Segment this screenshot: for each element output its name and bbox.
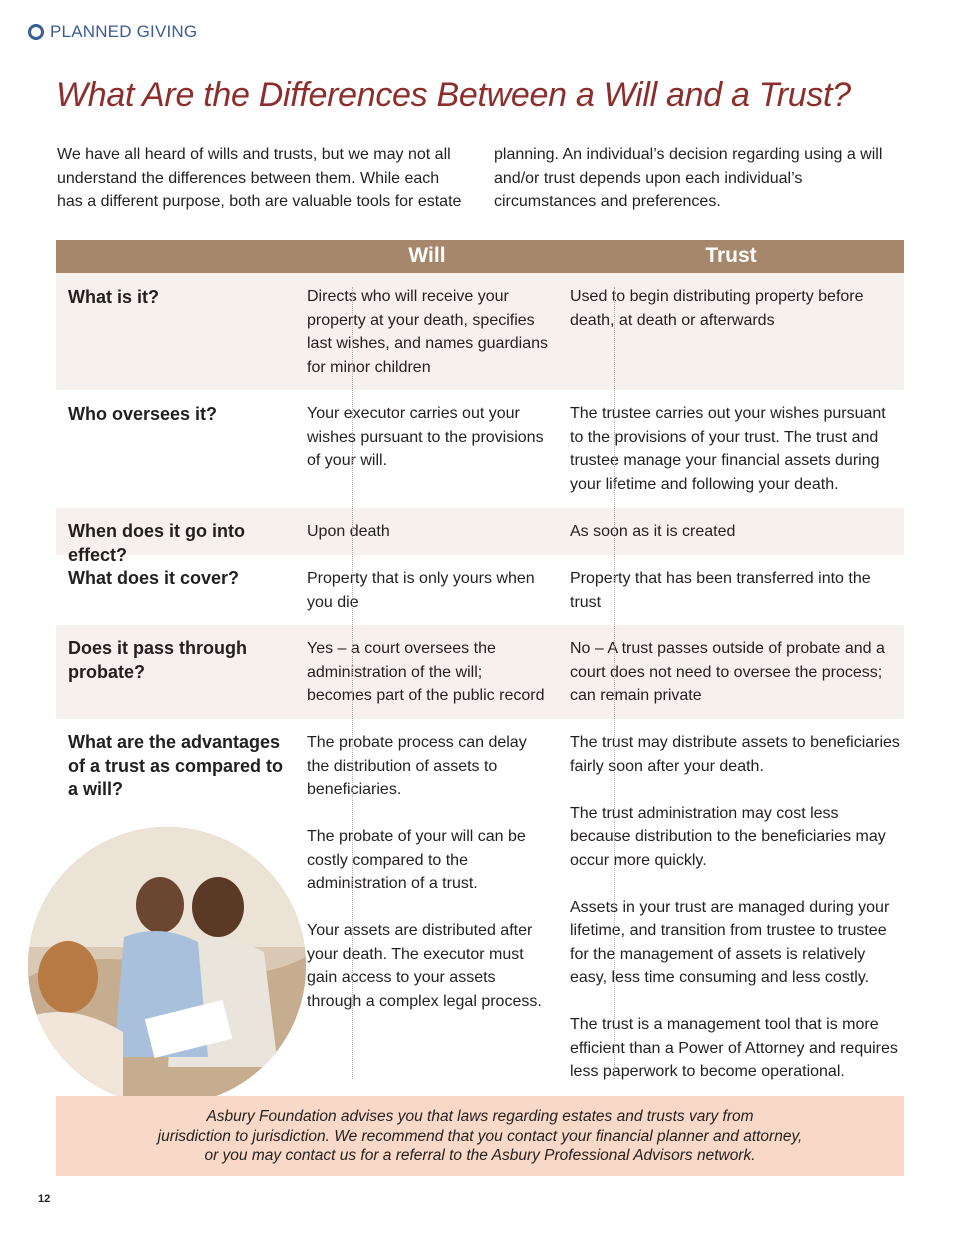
intro-right-column: planning. An individual’s decision regarding using a will and/or trust depends upon each individual’s circumstances and preferences.: [494, 146, 883, 210]
notice-line: or you may contact us for a referral to the Asbury Professional Advisors network.: [204, 1147, 756, 1164]
intro-left-column: We have all heard of wills and trusts, but we may not all understand the differences between them. While each has a different purpose, both are valuable tools for estate: [57, 146, 462, 210]
advisory-notice: [56, 1096, 904, 1176]
trust-cell: The trustee carries out your wishes pursuant to the provisions of your trust. The trust and trustee manage your financial assets during your lifetime and following your death.: [570, 405, 886, 493]
notice-line: Asbury Foundation advises you that laws regarding estates and trusts vary from: [206, 1108, 754, 1125]
table-row: [56, 625, 904, 719]
column-header-will: Will: [408, 244, 446, 267]
row-question: What is it?: [68, 287, 159, 307]
trust-cell: The trust may distribute assets to beneficiaries fairly soon after your death. The trust administration may cost less because distribution to the beneficiaries may occur more quickly. Assets in your trust are managed during your lifetime, and transition from trustee to trustee for the management of assets is relatively easy, less time consuming and less costly. The trust is a management tool that is more efficient than a Power of Attorney and requires less paperwork to become operational.: [570, 734, 900, 1080]
table-header: [56, 240, 904, 273]
notice-line: jurisdiction to jurisdiction. We recommend that you contact your financial planner and attorney,: [157, 1127, 803, 1145]
table-row: [56, 273, 904, 390]
will-cell: Directs who will receive your property at your death, specifies last wishes, and names guardians for minor children: [307, 288, 549, 376]
table-row: [56, 390, 904, 508]
will-cell: Yes – a court oversees the administration of the will; becomes part of the public record: [307, 640, 545, 704]
couple-with-advisor-photo: [28, 827, 306, 1105]
row-question: What are the advantages of a trust as compared to a will?: [68, 732, 284, 799]
will-cell: Upon death: [307, 523, 390, 540]
will-cell: Property that is only yours when you die: [307, 570, 535, 611]
page-number: 12: [38, 1193, 51, 1205]
table-row: [56, 555, 904, 625]
section-label: [28, 19, 197, 45]
trust-cell: Used to begin distributing property before death, at death or afterwards: [570, 288, 864, 329]
row-question: Does it pass through probate?: [68, 638, 248, 682]
section-label-text: PLANNED GIVING: [50, 22, 198, 41]
column-divider: [352, 287, 353, 1079]
row-question: What does it cover?: [68, 568, 240, 588]
table-row: [56, 508, 904, 565]
will-cell: Your executor carries out your wishes pursuant to the provisions of your will.: [307, 405, 544, 469]
will-cell: The probate process can delay the distribution of assets to beneficiaries. The probate of your will can be costly compared to the administration of a trust. Your assets are distributed after your death. The executor must gain access to your assets through a complex legal process.: [307, 734, 542, 1010]
trust-cell: No – A trust passes outside of probate and a court does not need to oversee the process; can remain private: [570, 640, 885, 704]
row-question: When does it go into effect?: [68, 521, 245, 565]
circle-logo-icon: [28, 24, 44, 40]
trust-cell: Property that has been transferred into the trust: [570, 570, 871, 611]
column-header-trust: Trust: [705, 244, 757, 267]
row-question: Who oversees it?: [68, 404, 218, 424]
photo-illustration: [28, 827, 306, 1105]
column-divider: [614, 287, 615, 1079]
page-title: What Are the Differences Between a Will and a Trust?: [56, 76, 851, 114]
trust-cell: As soon as it is created: [570, 523, 736, 540]
